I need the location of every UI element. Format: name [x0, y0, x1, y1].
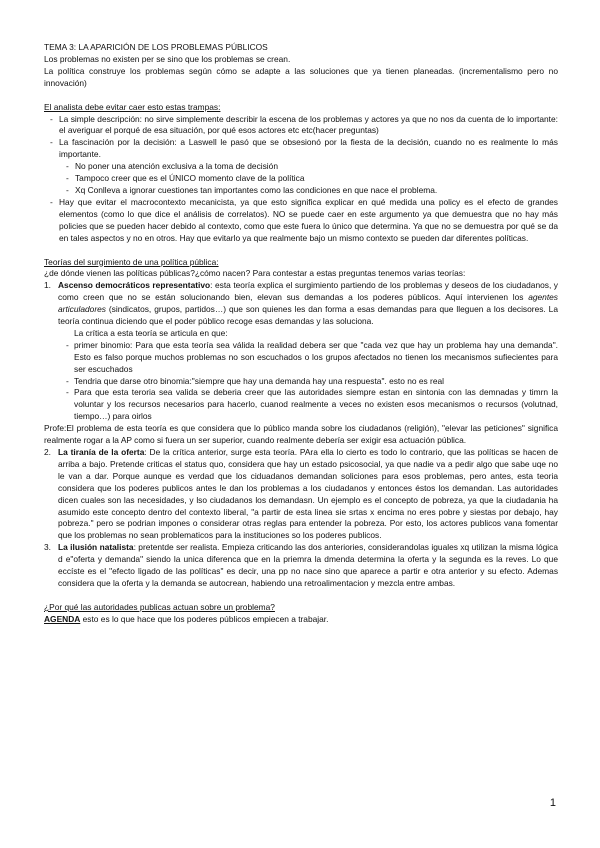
trap-item: - La simple descripción: no sirve simplemente describir la escena de los problemas y actores ya que no nos da cuenta de lo importante: el averiguar el porqué de esa situación, por qué esos actores etc etc(hacer preguntas) [50, 113, 558, 136]
theory-3: 3. La ilusión natalista: pretentde ser realista. Empieza criticando las dos anteriories, considerandolas iguales xq utilizan la misma lógica d e"oferta y demanda" siendo la unica diferenca que en la priemra la dmenda determina la oferta y la segunda es la reves. Lo que eccíste es el "efecto ligado de las políticas" es decir, una pp no nace sino que aparece a partir e otra anterior y su efecto. Ademas considera que la oferta y la demanda se autocrean, habiendo una retroalimentacion y mezcla entre ambas. [44, 542, 558, 588]
document-page [44, 42, 558, 626]
theories-heading: Teorías del surgimiento de una política pública: [44, 256, 219, 267]
intro-line-2: La política construye los problemas según cómo se adapte a las soluciones que ya tienen planeadas. (incrementalismo pero no innovación) [44, 65, 558, 88]
agentes-articuladores: agentes articuladores [58, 292, 558, 315]
page-title: TEMA 3: LA APARICIÓN DE LOS PROBLEMAS PÚBLICOS [44, 42, 268, 52]
trap-item: - La fascinación por la decisión: a Laswell le pasó que se obsesionó por la fiesta de la decisión, cuando no es realmente lo más importante. [50, 137, 558, 160]
theories-question: ¿de dónde vienen las políticas públicas?¿cómo nacen? Para contestar a estas preguntas tenemos varias teorías: [44, 268, 466, 279]
agenda-label: AGENDA [44, 613, 81, 624]
theory-2: 2. La tiranía de la oferta: De la crítica anterior, surge esta teoría. PAra ella lo cierto es todo lo contrario, que las políticas se hacen de arriba a bajo. Pretende criticas el status quo, considera que hay un estado psicosocial, ya que nadie va a pedir algo que sabe uqe no le van a dar. Porque aunque es verdad que los ciduadanos demandan soliciones para esos problemas, pero antes, esta teoria considera que los poderes publicos antes le dan los problemas a los ciudadanos y entonces éstos los demandan. Las autoridades dicen cuales son las necesidades, y lso ciudadanos los demandasn. Un ejemplo es el concepto de pobreza, ya que la ciudadania ha asumido este concepto dentro del contexto liberal, "a partir de esta linea sie srtas x encima no eres pobre y siestas por debajo, hay pobreza." pero se podrian impones o considerar otras reglas para entender la pobreza. Por esto, los actores publicos vana fomentar que los problemas no sean problematicos para la instituciones so los poderes publicos. [44, 447, 558, 541]
trap-subitem: - Tampoco creer que es el ÚNICO momento clave de la política [66, 173, 305, 184]
page-number: 1 [549, 797, 556, 809]
trap-subitem: - No poner una atención exclusiva a la toma de decisión [66, 161, 278, 172]
critique-intro: La crítica a esta teoría se articula en que: [74, 327, 228, 338]
critique-item: - Para que esta teroria sea valida se deberia creer que las autoridades siempre estan en sintonia con las demnadas y timrn la voluntar y los recursos necesarios para hacerlo, cuanod realmente a veces no existen esos mecanismos o recursos (volutnad, tiempo…) para oirlos [66, 387, 558, 422]
critique-item: - Tendria que darse otro binomia:"siempre que hay una demanda hay una respuesta". esto no es real [66, 375, 445, 386]
closing-question: ¿Por qué las autoridades publicas actuan sobre un problema? [44, 601, 275, 612]
theory-1-title: Ascenso democráticos representativo [58, 280, 211, 291]
theory-3-title: La ilusión natalista [58, 542, 134, 553]
trap-item: - Hay que evitar el macrocontexto mecanicista, ya que esto significa explicar en qué medida una policy es el efecto de grandes elementos (como lo que dice el análisis de correlatos). NO se puede caer en este argumento ya que demuestra que no hay más policies que se pueden hacer debido al contexto, como que este fuera lo único que determina. Ya que no se demuestra por qué se da en tales aspectos y no en otros. Hay que evitarlo ya que realmente bajo un mismo contexto se pueden dar diferentes políticas. [50, 196, 558, 243]
intro-line-1: Los problemas no existen per se sino que los problemas se crean. [44, 53, 291, 64]
trap-subitem: - Xq Conlleva a ignorar cuestiones tan importantes como las condiciones en que nace el problema. [66, 184, 438, 195]
agenda-line: AGENDA esto es lo que hace que los poderes públicos empiecen a trabajar. [44, 613, 329, 624]
theory-1: 1. Ascenso democráticos representativo: esta teoría explica el surgimiento partiendo de los problemas y deseos de los ciudadanos, y como creen que no se están solucionando bien, elevan sus demandas a los poderes públicos. Aquí intervienen los agentes articuladores (sindicatos, grupos, partidos…) que son quienes les dan forma a esas demandas para que lleguen a los decisores. La teoría continua diciendo que el poder público recoge esas demandas y las soluciona. [44, 280, 558, 327]
critique-item: - primer binomio: Para que esta teoría sea válida la realidad debera ser que "cada vez que hay un problema hay una demanda". Esto es falso porque muchos problemas no son escuchados o los grupos afectados no tienen los mecanismos sufiecientes para ser escuchados [66, 339, 558, 374]
profe-note: Profe:El problema de esta teoría es que considera que lo público manda sobre los ciudadanos (religión), "elevar las peticiones" significa realmente rogar a la AP como si fuera un ser superior, cuando realmente debería ser exigir esa actuación pública. [44, 423, 558, 446]
theory-2-title: La tiranía de la oferta [58, 447, 145, 457]
traps-heading: El analista debe evitar caer esto estas trampas: [44, 101, 221, 112]
